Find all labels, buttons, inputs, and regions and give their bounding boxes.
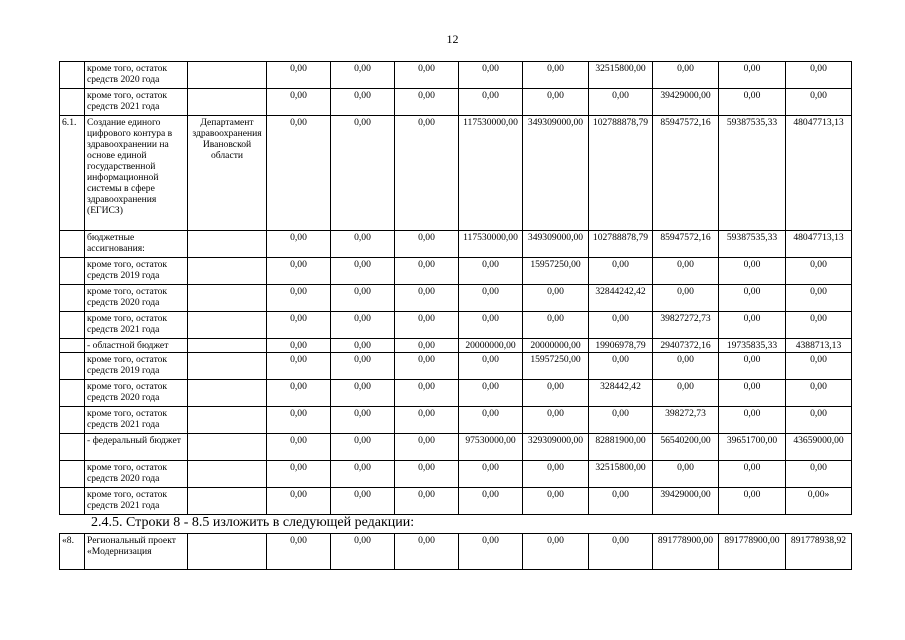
table-row <box>60 353 852 380</box>
value-cell: 0,00 <box>331 434 395 461</box>
value-cell: 0,00 <box>395 62 459 89</box>
budget-table-top <box>59 61 852 515</box>
row-number-cell <box>60 353 85 380</box>
row-number-cell: 6.1. <box>60 116 85 231</box>
executor-cell <box>188 312 267 339</box>
section-heading: 2.4.5. Строки 8 - 8.5 изложить в следующей редакции: <box>91 515 415 530</box>
value-cell: 0,00 <box>459 488 523 515</box>
value-cell: 0,00 <box>395 434 459 461</box>
value-cell: 0,00 <box>331 488 395 515</box>
row-number-cell <box>60 89 85 116</box>
row-description-cell: кроме того, остаток средств 2020 года <box>85 62 188 89</box>
value-cell: 102788878,79 <box>589 231 653 258</box>
row-number-cell <box>60 258 85 285</box>
row-number-cell <box>60 62 85 89</box>
row-description-cell: кроме того, остаток средств 2019 года <box>85 258 188 285</box>
row-description-cell: кроме того, остаток средств 2020 года <box>85 461 188 488</box>
value-cell: 0,00 <box>589 89 653 116</box>
value-cell: 0,00 <box>267 339 331 353</box>
page-number: 12 <box>446 32 459 46</box>
value-cell: 0,00 <box>331 339 395 353</box>
value-cell: 0,00 <box>786 461 852 488</box>
value-cell: 0,00 <box>459 285 523 312</box>
row-description-cell: кроме того, остаток средств 2019 года <box>85 353 188 380</box>
value-cell: 0,00 <box>523 62 589 89</box>
table-row <box>60 312 852 339</box>
value-cell: 20000000,00 <box>459 339 523 353</box>
value-cell: 0,00 <box>589 312 653 339</box>
row-description-cell: - федеральный бюджет <box>85 434 188 461</box>
value-cell: 48047713,13 <box>786 231 852 258</box>
value-cell: 39827272,73 <box>653 312 719 339</box>
value-cell: 0,00 <box>267 434 331 461</box>
value-cell: 0,00» <box>786 488 852 515</box>
value-cell: 0,00 <box>395 312 459 339</box>
value-cell: 85947572,16 <box>653 231 719 258</box>
value-cell: 82881900,00 <box>589 434 653 461</box>
value-cell: 0,00 <box>786 89 852 116</box>
executor-cell <box>188 89 267 116</box>
value-cell: 0,00 <box>719 461 786 488</box>
value-cell: 0,00 <box>523 285 589 312</box>
value-cell: 59387535,33 <box>719 116 786 231</box>
value-cell: 0,00 <box>331 285 395 312</box>
table-row <box>60 407 852 434</box>
budget-table-bottom <box>59 533 852 570</box>
value-cell: 102788878,79 <box>589 116 653 231</box>
value-cell: 15957250,00 <box>523 258 589 285</box>
value-cell: 0,00 <box>331 62 395 89</box>
value-cell: 0,00 <box>589 534 653 570</box>
value-cell: 0,00 <box>331 116 395 231</box>
value-cell: 0,00 <box>395 407 459 434</box>
row-description-cell: кроме того, остаток средств 2021 года <box>85 488 188 515</box>
value-cell: 0,00 <box>653 258 719 285</box>
value-cell: 0,00 <box>267 258 331 285</box>
value-cell: 0,00 <box>331 534 395 570</box>
value-cell: 0,00 <box>395 534 459 570</box>
value-cell: 0,00 <box>267 116 331 231</box>
value-cell: 0,00 <box>267 312 331 339</box>
value-cell: 0,00 <box>719 285 786 312</box>
value-cell: 0,00 <box>459 534 523 570</box>
value-cell: 0,00 <box>523 488 589 515</box>
value-cell: 0,00 <box>267 231 331 258</box>
row-number-cell <box>60 461 85 488</box>
value-cell: 0,00 <box>459 407 523 434</box>
value-cell: 0,00 <box>331 461 395 488</box>
executor-cell <box>188 339 267 353</box>
value-cell: 0,00 <box>719 89 786 116</box>
value-cell: 891778900,00 <box>719 534 786 570</box>
table-row <box>60 258 852 285</box>
value-cell: 0,00 <box>267 488 331 515</box>
value-cell: 0,00 <box>395 339 459 353</box>
value-cell: 0,00 <box>331 258 395 285</box>
value-cell: 0,00 <box>719 62 786 89</box>
value-cell: 0,00 <box>267 62 331 89</box>
value-cell: 0,00 <box>395 231 459 258</box>
row-description-cell: кроме того, остаток средств 2020 года <box>85 380 188 407</box>
executor-cell <box>188 461 267 488</box>
value-cell: 0,00 <box>523 534 589 570</box>
value-cell: 0,00 <box>786 407 852 434</box>
value-cell: 0,00 <box>395 285 459 312</box>
value-cell: 0,00 <box>331 407 395 434</box>
value-cell: 0,00 <box>523 407 589 434</box>
value-cell: 0,00 <box>786 380 852 407</box>
value-cell: 0,00 <box>653 62 719 89</box>
executor-cell <box>188 534 267 570</box>
value-cell: 43659000,00 <box>786 434 852 461</box>
executor-cell <box>188 258 267 285</box>
value-cell: 0,00 <box>267 89 331 116</box>
row-description-cell: кроме того, остаток средств 2021 года <box>85 312 188 339</box>
row-number-cell <box>60 407 85 434</box>
value-cell: 0,00 <box>331 89 395 116</box>
value-cell: 39651700,00 <box>719 434 786 461</box>
row-description-cell: кроме того, остаток средств 2021 года <box>85 89 188 116</box>
value-cell: 0,00 <box>523 312 589 339</box>
value-cell: 29407372,16 <box>653 339 719 353</box>
value-cell: 59387535,33 <box>719 231 786 258</box>
value-cell: 0,00 <box>395 89 459 116</box>
executor-cell <box>188 285 267 312</box>
value-cell: 117530000,00 <box>459 231 523 258</box>
value-cell: 0,00 <box>267 353 331 380</box>
value-cell: 0,00 <box>523 461 589 488</box>
value-cell: 0,00 <box>719 258 786 285</box>
value-cell: 0,00 <box>395 488 459 515</box>
value-cell: 0,00 <box>786 285 852 312</box>
value-cell: 0,00 <box>267 534 331 570</box>
row-description-cell: - областной бюджет <box>85 339 188 353</box>
value-cell: 32515800,00 <box>589 62 653 89</box>
value-cell: 0,00 <box>459 258 523 285</box>
value-cell: 328442,42 <box>589 380 653 407</box>
value-cell: 0,00 <box>786 353 852 380</box>
row-number-cell <box>60 339 85 353</box>
row-number-cell <box>60 312 85 339</box>
value-cell: 19906978,79 <box>589 339 653 353</box>
value-cell: 0,00 <box>786 312 852 339</box>
row-description-cell: кроме того, остаток средств 2021 года <box>85 407 188 434</box>
row-number-cell <box>60 488 85 515</box>
executor-cell <box>188 407 267 434</box>
table-row <box>60 339 852 353</box>
value-cell: 0,00 <box>459 353 523 380</box>
value-cell: 85947572,16 <box>653 116 719 231</box>
table-row <box>60 231 852 258</box>
value-cell: 0,00 <box>331 231 395 258</box>
value-cell: 19735835,33 <box>719 339 786 353</box>
value-cell: 0,00 <box>395 353 459 380</box>
value-cell: 0,00 <box>653 353 719 380</box>
table-row <box>60 461 852 488</box>
row-number-cell <box>60 380 85 407</box>
value-cell: 0,00 <box>267 285 331 312</box>
value-cell: 0,00 <box>589 353 653 380</box>
executor-cell <box>188 62 267 89</box>
executor-cell <box>188 380 267 407</box>
value-cell: 891778900,00 <box>653 534 719 570</box>
value-cell: 0,00 <box>267 461 331 488</box>
value-cell: 20000000,00 <box>523 339 589 353</box>
row-description-cell: кроме того, остаток средств 2020 года <box>85 285 188 312</box>
value-cell: 0,00 <box>395 116 459 231</box>
table-row <box>60 488 852 515</box>
value-cell: 39429000,00 <box>653 89 719 116</box>
value-cell: 0,00 <box>653 285 719 312</box>
value-cell: 0,00 <box>459 380 523 407</box>
value-cell: 97530000,00 <box>459 434 523 461</box>
value-cell: 329309000,00 <box>523 434 589 461</box>
row-description-cell: Создание единого цифрового контура в здравоохранении на основе единой государственной информационной системы в сфере здравоохранения (ЕГИСЗ) <box>85 116 188 231</box>
row-number-cell: «8. <box>60 534 85 570</box>
value-cell: 349309000,00 <box>523 116 589 231</box>
table-row <box>60 285 852 312</box>
table-row <box>60 116 852 231</box>
value-cell: 0,00 <box>719 380 786 407</box>
row-description-cell: бюджетные ассигнования: <box>85 231 188 258</box>
value-cell: 56540200,00 <box>653 434 719 461</box>
value-cell: 0,00 <box>267 407 331 434</box>
value-cell: 0,00 <box>719 488 786 515</box>
value-cell: 0,00 <box>459 461 523 488</box>
value-cell: 0,00 <box>523 380 589 407</box>
value-cell: 0,00 <box>653 380 719 407</box>
value-cell: 0,00 <box>331 353 395 380</box>
value-cell: 39429000,00 <box>653 488 719 515</box>
row-number-cell <box>60 231 85 258</box>
value-cell: 0,00 <box>395 380 459 407</box>
value-cell: 891778938,92 <box>786 534 852 570</box>
executor-cell: Департамент здравоохранения Ивановской области <box>188 116 267 231</box>
row-number-cell <box>60 285 85 312</box>
table-row <box>60 434 852 461</box>
value-cell: 0,00 <box>395 461 459 488</box>
executor-cell <box>188 434 267 461</box>
value-cell: 32844242,42 <box>589 285 653 312</box>
value-cell: 0,00 <box>331 312 395 339</box>
value-cell: 0,00 <box>719 353 786 380</box>
value-cell: 0,00 <box>459 62 523 89</box>
table-row <box>60 380 852 407</box>
row-description-cell: Региональный проект «Модернизация <box>85 534 188 570</box>
value-cell: 0,00 <box>459 89 523 116</box>
table-row <box>60 534 852 570</box>
value-cell: 0,00 <box>331 380 395 407</box>
value-cell: 349309000,00 <box>523 231 589 258</box>
value-cell: 4388713,13 <box>786 339 852 353</box>
value-cell: 0,00 <box>786 62 852 89</box>
value-cell: 0,00 <box>589 407 653 434</box>
value-cell: 0,00 <box>395 258 459 285</box>
value-cell: 0,00 <box>589 488 653 515</box>
value-cell: 48047713,13 <box>786 116 852 231</box>
executor-cell <box>188 353 267 380</box>
table-row <box>60 62 852 89</box>
value-cell: 0,00 <box>653 461 719 488</box>
table-row <box>60 89 852 116</box>
value-cell: 117530000,00 <box>459 116 523 231</box>
value-cell: 0,00 <box>719 312 786 339</box>
value-cell: 398272,73 <box>653 407 719 434</box>
value-cell: 0,00 <box>459 312 523 339</box>
value-cell: 0,00 <box>589 258 653 285</box>
value-cell: 0,00 <box>719 407 786 434</box>
executor-cell <box>188 231 267 258</box>
value-cell: 0,00 <box>267 380 331 407</box>
executor-cell <box>188 488 267 515</box>
value-cell: 0,00 <box>786 258 852 285</box>
value-cell: 32515800,00 <box>589 461 653 488</box>
row-number-cell <box>60 434 85 461</box>
value-cell: 15957250,00 <box>523 353 589 380</box>
value-cell: 0,00 <box>523 89 589 116</box>
